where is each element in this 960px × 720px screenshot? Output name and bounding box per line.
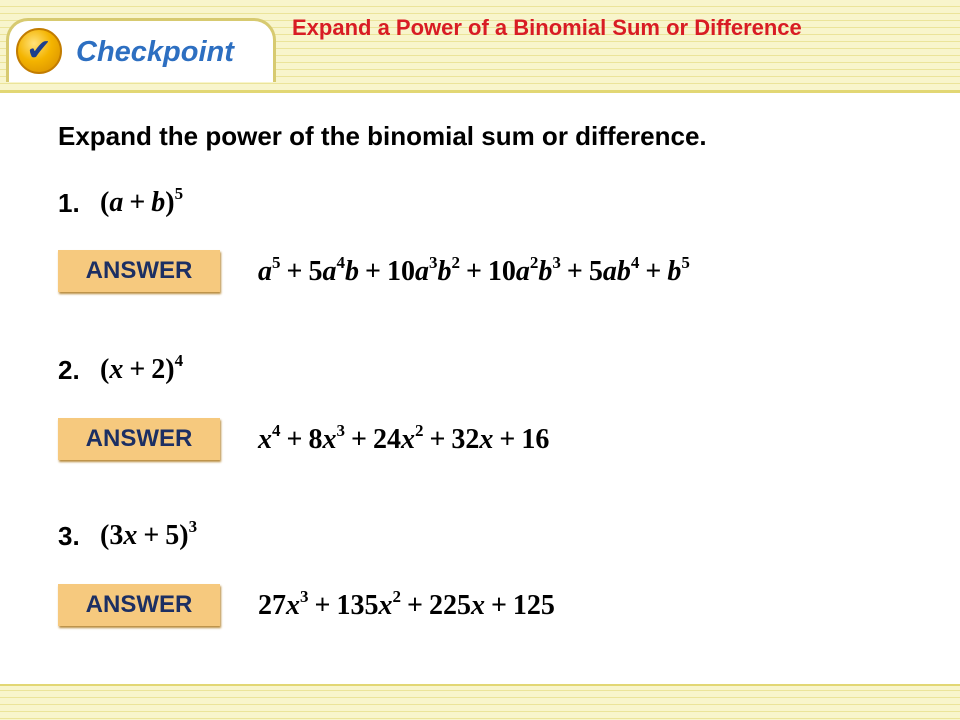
checkpoint-title: Checkpoint bbox=[76, 36, 234, 68]
problem-expression: $(x + 2)^4$ bbox=[100, 351, 184, 385]
answer-label: ANSWER bbox=[58, 584, 220, 626]
answer-label: ANSWER bbox=[58, 250, 220, 292]
checkmark-icon: ✔ bbox=[16, 28, 62, 74]
problem-number: 2. bbox=[58, 355, 80, 385]
footer-divider bbox=[0, 684, 960, 686]
problem-expression: $(a + b)^5$ bbox=[100, 184, 184, 218]
lesson-title: Expand a Power of a Binomial Sum or Difference bbox=[292, 15, 802, 40]
header-divider bbox=[0, 90, 960, 93]
problem-number: 3. bbox=[58, 521, 80, 551]
footer-band bbox=[0, 684, 960, 720]
problem-number: 1. bbox=[58, 188, 80, 218]
answer-label: ANSWER bbox=[58, 418, 220, 460]
answer-expression: $a^5 + 5a^4b + 10a^3b^2 + 10a^2b^3 + 5ab^4 + b^5$ bbox=[258, 253, 690, 287]
problem-expression: $(3x + 5)^3$ bbox=[100, 517, 198, 551]
answer-expression: $x^4 + 8x^3 + 24x^2 + 32x + 16$ bbox=[258, 421, 550, 455]
answer-expression: $27x^3 + 135x^2 + 225x + 125$ bbox=[258, 587, 555, 621]
instruction-text: Expand the power of the binomial sum or difference. bbox=[58, 121, 707, 151]
